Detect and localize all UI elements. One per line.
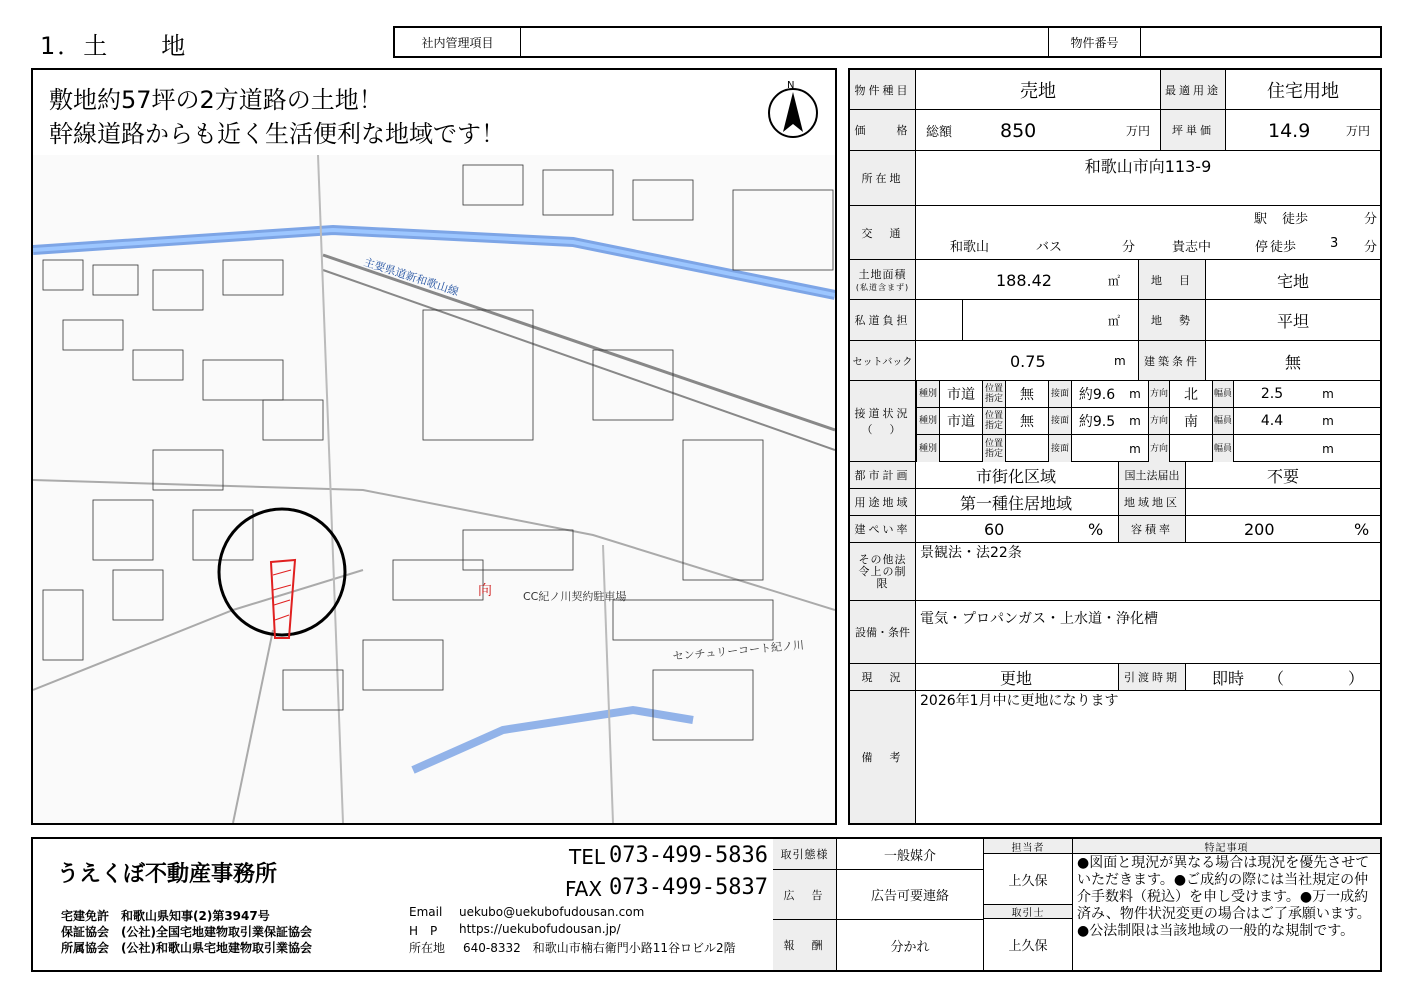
road-length bbox=[1072, 435, 1122, 462]
land-area-label-sub: (私道含まず) bbox=[855, 283, 910, 292]
road-dir: 北 bbox=[1184, 387, 1198, 403]
row-zone bbox=[850, 489, 1380, 516]
addr: 640-8332 和歌山市楠右衛門小路11谷ロビル2階 bbox=[463, 941, 736, 955]
access-station: 駅 bbox=[1254, 212, 1268, 227]
access-stop: 貴志中 bbox=[1172, 240, 1212, 255]
bcr-label: 建ぺい率 bbox=[850, 516, 916, 542]
row-address bbox=[850, 151, 1380, 206]
tsubo-unit: 万円 bbox=[1346, 124, 1371, 138]
road-unit: m bbox=[1129, 414, 1141, 428]
ad-value: 広告可要連絡 bbox=[837, 870, 983, 920]
road-unit: m bbox=[1129, 387, 1141, 401]
private-road-label: 私道負担 bbox=[850, 300, 916, 340]
road-col-label: 種別 bbox=[916, 381, 940, 407]
road-designated bbox=[1006, 435, 1048, 462]
access-line: 和歌山 bbox=[950, 240, 990, 255]
price-total-label: 総額 bbox=[926, 125, 953, 140]
build-cond-value: 無 bbox=[1284, 352, 1301, 372]
access-label: 交 通 bbox=[850, 206, 916, 259]
setback-unit: m bbox=[1114, 354, 1126, 368]
land-area-unit: ㎡ bbox=[1108, 273, 1121, 288]
tel-number: 073-499-5836 bbox=[609, 843, 768, 868]
addr-label: 所在地 bbox=[409, 941, 446, 955]
road-col-label: 位置指定 bbox=[982, 408, 1006, 434]
road-kind bbox=[940, 435, 982, 462]
price-unit: 万円 bbox=[1126, 124, 1151, 138]
deal-label: 取引態様 bbox=[773, 839, 837, 870]
row-status bbox=[850, 664, 1380, 691]
far-label: 容積率 bbox=[1118, 516, 1186, 542]
build-cond-label: 建築条件 bbox=[1138, 341, 1206, 380]
special-notes: ●図面と現況が異なる場合は現況を優先させていただきます。●ご成約の際には当社規定の仲介手数料（税込）を申し受けます。●万一成約済み、物件状況変更の場合はご了承願います。●公法制限は当該地域の一般的な規制です。 bbox=[1077, 855, 1371, 939]
terrain-label: 地 勢 bbox=[1138, 300, 1206, 340]
setback-label: セットバック bbox=[850, 341, 916, 380]
guarantee: 保証協会 (公社)全国宅地建物取引業保証協会 bbox=[61, 925, 312, 939]
private-road-unit: ㎡ bbox=[1108, 314, 1121, 328]
email[interactable]: uekubo@uekubofudousan.com bbox=[459, 905, 645, 919]
row-type bbox=[850, 70, 1380, 110]
access-bus-min: 分 bbox=[1122, 240, 1136, 255]
status-value: 更地 bbox=[999, 669, 1032, 688]
road-dir bbox=[1170, 435, 1212, 462]
address-label: 所在地 bbox=[850, 151, 916, 205]
header-management-bar bbox=[393, 26, 1382, 58]
row-road bbox=[850, 381, 1380, 462]
row-setback bbox=[850, 341, 1380, 381]
company-name: うえくぼ不動産事務所 bbox=[57, 862, 278, 887]
map-panel bbox=[31, 68, 837, 825]
internal-label: 社内管理項目 bbox=[395, 28, 521, 56]
broker-value: 上久保 bbox=[1008, 938, 1048, 954]
access-min-2: 分 bbox=[1364, 240, 1378, 255]
price-value: 850 bbox=[1000, 119, 1037, 142]
city-plan-value: 市街化区域 bbox=[975, 467, 1056, 486]
access-walk-2: 徒歩 bbox=[1270, 240, 1297, 255]
property-no-label: 物件番号 bbox=[1049, 28, 1141, 56]
other-law-label: その他法令上の制限 bbox=[850, 543, 916, 600]
agent-value: 上久保 bbox=[1008, 873, 1048, 889]
access-walk-1: 徒歩 bbox=[1282, 212, 1309, 227]
road-col-label: 方向 bbox=[1148, 435, 1170, 462]
slogan-line-1: 敷地約57坪の2方道路の土地！ bbox=[49, 86, 383, 114]
road-designated: 無 bbox=[1020, 414, 1034, 430]
slogan bbox=[49, 83, 505, 151]
handover-label: 引渡時期 bbox=[1118, 664, 1186, 690]
road-col-label: 接面 bbox=[1048, 381, 1072, 407]
agent-label: 担当者 bbox=[984, 839, 1072, 854]
internal-value[interactable] bbox=[521, 28, 1049, 56]
row-land-area bbox=[850, 260, 1380, 300]
tsubo-label: 坪単価 bbox=[1160, 110, 1226, 150]
road-width: 2.5 bbox=[1260, 386, 1284, 402]
road-row bbox=[916, 435, 1380, 462]
handover-paren: （ ） bbox=[1268, 669, 1365, 688]
deal-value: 一般媒介 bbox=[837, 839, 983, 870]
fee-value: 分かれ bbox=[890, 939, 930, 955]
highway-map-label: 主要県道新和歌山線 bbox=[362, 255, 461, 299]
facility-value: 電気・プロパンガス・上水道・浄化槽 bbox=[920, 611, 1158, 627]
road-width bbox=[1234, 435, 1310, 462]
north-label: N bbox=[787, 80, 795, 91]
footer bbox=[31, 837, 1382, 972]
road-unit: m bbox=[1129, 441, 1141, 456]
row-bcr bbox=[850, 516, 1380, 543]
road-length: 約9.5 bbox=[1078, 414, 1116, 430]
access-stop-suffix: 停 bbox=[1255, 240, 1269, 255]
far-value: 200 bbox=[1244, 520, 1275, 539]
land-area-label-main: 土地面積 bbox=[858, 268, 907, 281]
road-unit: m bbox=[1322, 414, 1334, 428]
road-label: 接道状況（ ） bbox=[850, 381, 916, 461]
chimoku-value: 宅地 bbox=[1276, 271, 1309, 291]
row-private-road bbox=[850, 300, 1380, 341]
row-other-law bbox=[850, 543, 1380, 601]
row-price bbox=[850, 110, 1380, 151]
status-label: 現 況 bbox=[850, 664, 916, 690]
spec-table bbox=[848, 68, 1382, 825]
station-map-label: 向 bbox=[478, 583, 492, 599]
hp-label: H P bbox=[409, 924, 438, 938]
other-law-value: 景観法・法22条 bbox=[920, 545, 1022, 561]
road-width: 4.4 bbox=[1260, 413, 1284, 429]
building-map-label: センチュリーコート紀ノ川 bbox=[672, 638, 805, 663]
remarks-label: 備 考 bbox=[850, 691, 916, 823]
type-label: 物件種目 bbox=[850, 70, 916, 109]
access-bus: バス bbox=[1036, 240, 1063, 255]
fax-label: FAX bbox=[565, 877, 603, 901]
terrain-value: 平坦 bbox=[1276, 312, 1309, 331]
road-row bbox=[916, 381, 1380, 408]
road-length: 約9.6 bbox=[1078, 387, 1116, 403]
road-unit: m bbox=[1322, 441, 1334, 456]
access-min-1: 分 bbox=[1364, 212, 1378, 227]
zone-value: 第一種住居地域 bbox=[959, 494, 1072, 513]
property-no-value[interactable] bbox=[1141, 28, 1380, 56]
road-unit: m bbox=[1322, 387, 1334, 401]
deal-table bbox=[773, 839, 1083, 970]
email-label: Email bbox=[409, 905, 443, 919]
bcr-value: 60 bbox=[984, 520, 1005, 539]
road-col-label: 種別 bbox=[916, 435, 940, 462]
national-label: 国土法届出 bbox=[1118, 462, 1186, 488]
road-kind: 市道 bbox=[947, 414, 975, 430]
broker-label: 取引士 bbox=[984, 904, 1072, 919]
road-col-label: 接面 bbox=[1048, 408, 1072, 434]
district-label: 地域地区 bbox=[1118, 489, 1186, 515]
road-col-label: 方向 bbox=[1148, 408, 1170, 434]
row-city-plan bbox=[850, 462, 1380, 489]
facility-label: 設備・条件 bbox=[850, 601, 916, 663]
row-remarks bbox=[850, 691, 1380, 823]
handover-value: 即時 bbox=[1212, 669, 1245, 688]
road-col-label: 種別 bbox=[916, 408, 940, 434]
national-value: 不要 bbox=[1266, 467, 1299, 486]
road-col-label: 幅員 bbox=[1212, 381, 1234, 407]
address-value: 和歌山市向113-9 bbox=[1084, 156, 1212, 176]
slogan-line-2: 幹線道路からも近く生活便利な地域です！ bbox=[49, 120, 505, 148]
remarks-value: 2026年1月中に更地になります bbox=[920, 693, 1119, 709]
city-plan-label: 都市計画 bbox=[850, 462, 916, 488]
parking-map-label: CC紀ノ川契約駐車場 bbox=[523, 590, 627, 603]
price-label: 価 格 bbox=[850, 110, 916, 150]
road-col-label: 幅員 bbox=[1212, 408, 1234, 434]
land-area-value: 188.42 bbox=[996, 270, 1052, 290]
chimoku-label: 地 目 bbox=[1138, 260, 1206, 299]
map-image bbox=[33, 70, 835, 823]
tel-label: TEL bbox=[569, 845, 605, 869]
far-pct: % bbox=[1354, 520, 1370, 539]
setback-value: 0.75 bbox=[1010, 351, 1046, 371]
hp-link[interactable]: https://uekubofudousan.jp/ bbox=[459, 922, 621, 936]
road-dir: 南 bbox=[1184, 414, 1198, 430]
type-value: 売地 bbox=[1020, 81, 1056, 102]
road-kind: 市道 bbox=[947, 387, 975, 403]
fee-label: 報 酬 bbox=[773, 920, 837, 970]
use-label: 最適用途 bbox=[1160, 70, 1226, 109]
special-label: 特記事項 bbox=[1073, 839, 1380, 854]
use-value: 住宅用地 bbox=[1267, 81, 1339, 102]
road-row bbox=[916, 408, 1380, 435]
bcr-pct: % bbox=[1088, 520, 1104, 539]
road-designated: 無 bbox=[1020, 387, 1034, 403]
road-col-label: 接面 bbox=[1048, 435, 1072, 462]
land-area-label bbox=[850, 260, 916, 299]
row-access bbox=[850, 206, 1380, 260]
tsubo-value: 14.9 bbox=[1268, 119, 1311, 142]
road-col-label: 位置指定 bbox=[982, 435, 1006, 462]
access-walk-min: 3 bbox=[1330, 236, 1339, 251]
road-col-label: 幅員 bbox=[1212, 435, 1234, 462]
zone-label: 用途地域 bbox=[850, 489, 916, 515]
district-value bbox=[1186, 489, 1380, 516]
road-col-label: 位置指定 bbox=[982, 381, 1006, 407]
fax-number: 073-499-5837 bbox=[609, 875, 768, 900]
license: 宅建免許 和歌山県知事(2)第3947号 bbox=[61, 909, 270, 923]
row-facility bbox=[850, 601, 1380, 664]
road-col-label: 方向 bbox=[1148, 381, 1170, 407]
ad-label: 広 告 bbox=[773, 870, 837, 920]
section-title: 1．土 地 bbox=[40, 32, 188, 60]
association: 所属協会 (公社)和歌山県宅地建物取引業協会 bbox=[61, 941, 312, 955]
